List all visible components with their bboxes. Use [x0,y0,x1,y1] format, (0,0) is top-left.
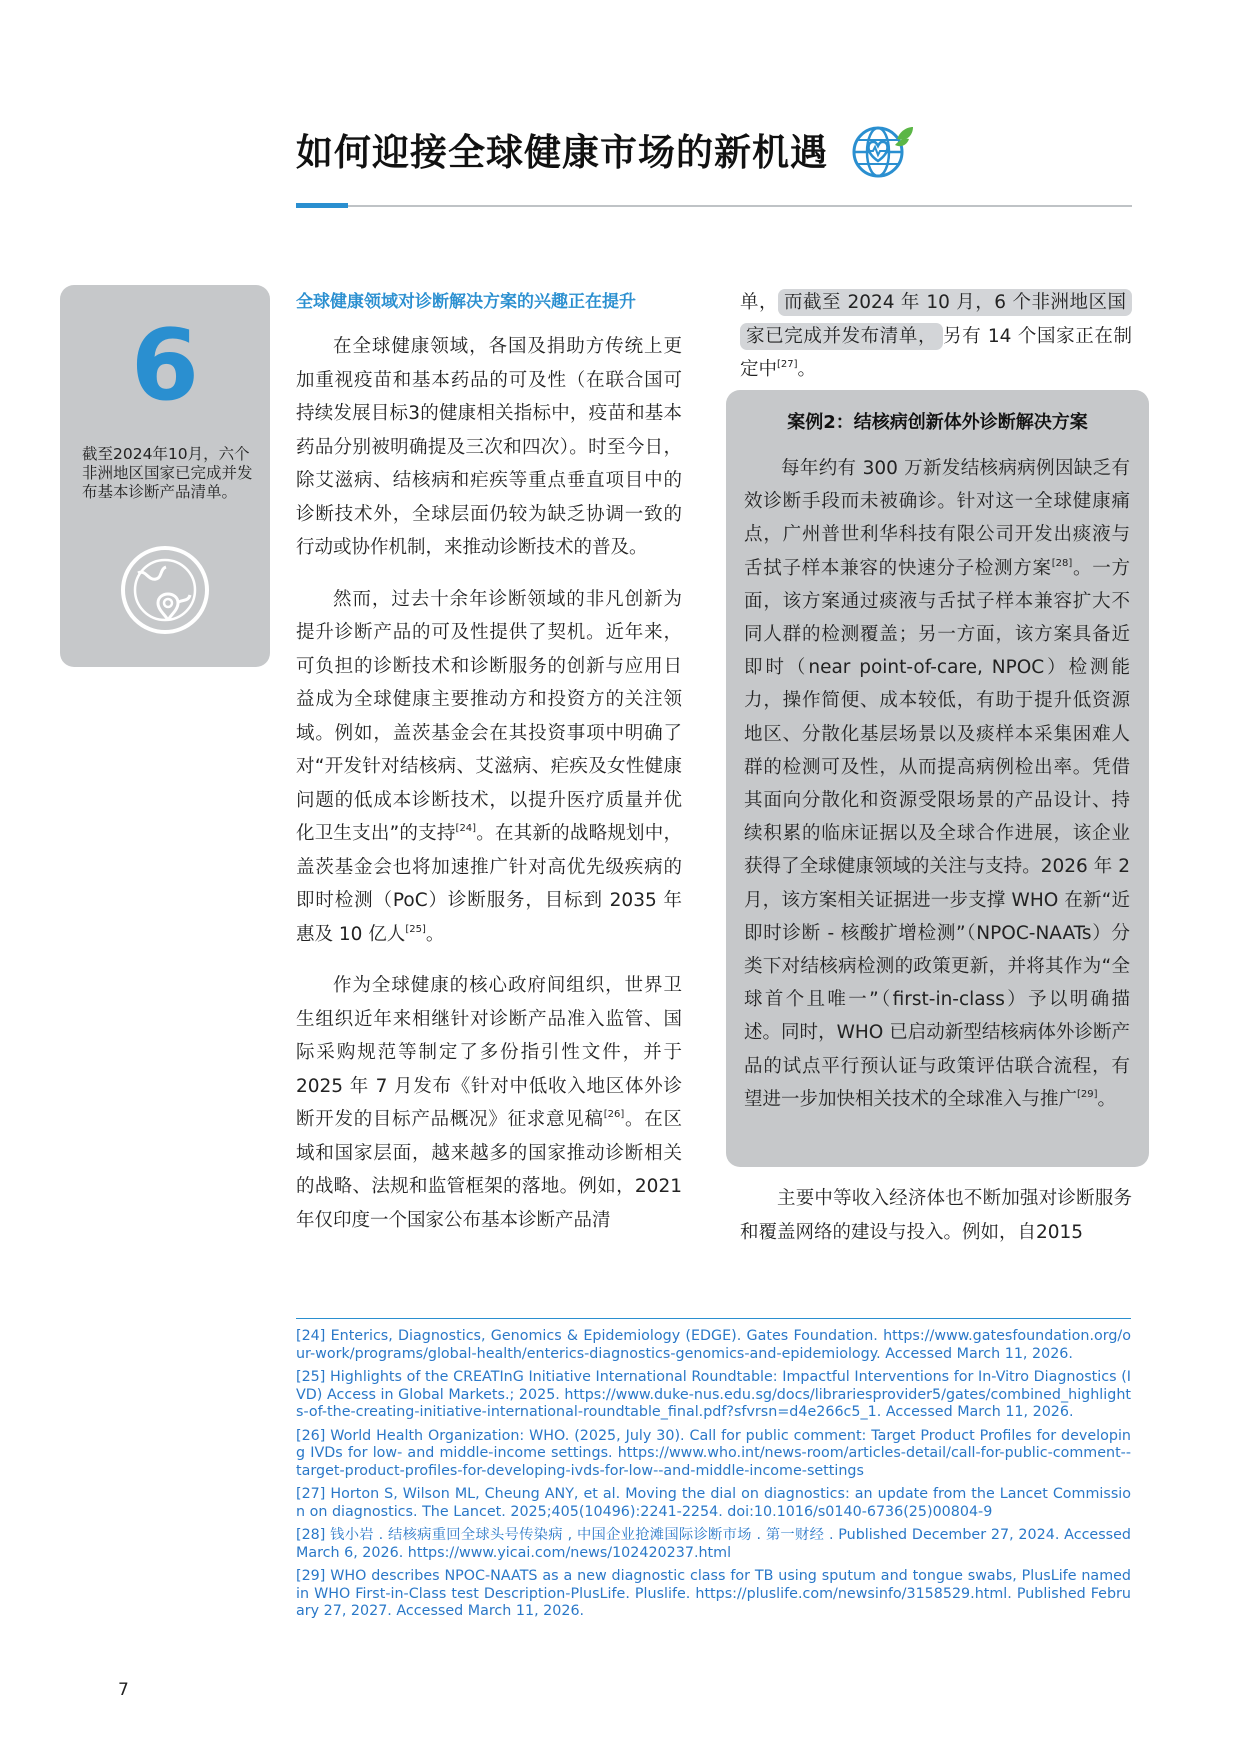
globe-location-icon [118,543,212,637]
footnote: [25] Highlights of the CREATInG Initiative International Roundtable: Impactful Interventions for In-Vitro Diagnostics (IVD) Access in Global Markets.; 2025. https://www.duke-nus.edu.sg/docs/librariesprovider5/gates/combined_highlights-of-the-creating-initiative-international-roundtable_final.pdf?sfvrsn=d4e266c5_1. Accessed March 11, 2026. [296,1369,1131,1420]
case-study-box [726,390,1149,1167]
header-divider [296,205,1132,207]
globe-heart-leaf-icon [845,117,915,183]
paragraph: 在全球健康领域，各国及捐助方传统上更加重视疫苗和基本药品的可及性（在联合国可持续发展目标3的健康相关指标中，疫苗和基本药品分别被明确提及三次和四次）。时至今日，除艾滋病、结核病和疟疾等重点垂直项目中的诊断技术外，全球层面仍较为缺乏协调一致的行动或协作机制，来推动诊断技术的普及。 [296,336,682,558]
right-column-top [740,286,1132,387]
citation: [24] [455,823,477,834]
footnote: [26] World Health Organization: WHO. (2025, July 30). Call for public comment: Target Product Profiles for developing IVDs for low- and middle-income settings. https://www.who.int/news-room/articles-detail/call-for-public-comment--target-product-profiles-for-developing-ivds-for-low--and-middle-income-settings [296,1427,1131,1479]
right-column-bottom [740,1182,1132,1249]
paragraph: 然而，过去十余年诊断领域的非凡创新为提升诊断产品的可及性提供了契机。近年来，可负担的诊断技术和诊断服务的创新与应用日益成为全球健康主要推动方和投资方的关注领域。例如，盖茨基金会在其投资事项中明确了对“开发针对结核病、艾滋病、疟疾及女性健康问题的低成本诊断技术，以提升医疗质量并优化卫生支出”的支持[24]。在其新的战略规划中，盖茨基金会也将加速推广针对高优先级疾病的即时检测（PoC）诊断服务，目标到 2035 年惠及 10 亿人[25]。 [296,588,682,945]
citation: [28] [1051,557,1073,569]
citation: [29] [1077,1088,1098,1100]
left-column [296,290,682,1237]
footnote: [29] WHO describes NPOC-NAATS as a new diagnostic class for TB using sputum and tongue swabs, PlusLife named in WHO First-in-Class test Description-PlusLife. Pluslife. https://pluslife.com/newsinfo/3158529.html. Published February 27, 2027. Accessed March 11, 2026. [296,1568,1131,1619]
footnotes [296,1328,1131,1627]
highlighted-text: 而截至 2024 年 10 月，6 个非洲地区国 [778,289,1132,316]
footnote: [27] Horton S, Wilson ML, Cheung ANY, et al. Moving the dial on diagnostics: an update from the Lancet Commission on diagnostics. The Lancet. 2025;405(10496):2241-2254. doi:10.1016/s0140-6736(25)00804-9 [296,1486,1131,1520]
page-title: 如何迎接全球健康市场的新机遇 [296,131,828,174]
footnote: [24] Enterics, Diagnostics, Genomics & Epidemiology (EDGE). Gates Foundation. https://www.gatesfoundation.org/our-work/programs/global-health/enterics-diagnostics-genomics-and-epidemiology. Accessed March 11, 2026. [296,1328,1131,1362]
header-accent-bar [296,203,348,208]
highlighted-text: 家已完成并发布清单， [740,323,943,350]
stat-box [60,285,270,667]
footnote: [28] 钱小岩 . 结核病重回全球头号传染病 , 中国企业抢滩国际诊断市场 . 第一财经 . Published December 27, 2024. Accessed March 6, 2026. https://www.yicai.com/news/102420237.html [296,1527,1131,1561]
stat-text: 截至2024年10月，六个非洲地区国家已完成并发布基本诊断产品清单。 [82,445,253,501]
footnote-divider [296,1318,1131,1319]
paragraph: 作为全球健康的核心政府间组织，世界卫生组织近年来相继针对诊断产品准入监管、国际采购规范等制定了多份指引性文件，并于 2025 年 7 月发布《针对中低收入地区体外诊断开发的目标产品概况》征求意见稿[26]。在区域和国家层面，越来越多的国家推动诊断相关的战略、法规和监管框架的落地。例如，2021 年仅印度一个国家公布基本诊断产品清 [296,975,682,1231]
stat-number: 6 [130,309,200,423]
citation: [25] [405,923,426,935]
section-subheading: 全球健康领域对诊断解决方案的兴趣正在提升 [296,292,636,312]
case-study-title: 案例2：结核病创新体外诊断解决方案 [787,412,1088,433]
citation: [27] [777,359,798,370]
case-study-body [744,452,1130,1116]
paragraph: 主要中等收入经济体也不断加强对诊断服务和覆盖网络的建设与投入。例如，自2015 [740,1188,1132,1243]
paragraph: 单， 而截至 2024 年 10 月，6 个非洲地区国家已完成并发布清单， 另有 14 个国家正在制定中[27]。 [740,286,1132,387]
page-number: 7 [118,1680,129,1700]
citation: [26] [603,1109,625,1120]
paragraph: 每年约有 300 万新发结核病病例因缺乏有效诊断手段而未被确诊。针对这一全球健康痛点，广州普世利华科技有限公司开发出痰液与舌拭子样本兼容的快速分子检测方案[28]。一方面，该方案通过痰液与舌拭子样本兼容扩大不同人群的检测覆盖；另一方面，该方案具备近即时（near point-of-care, NPOC）检测能力，操作简便、成本较低，有助于提升低资源地区、分散化基层场景以及痰样本采集困难人群的检测可及性，从而提高病例检出率。凭借其面向分散化和资源受限场景的产品设计、持续积累的临床证据以及全球合作进展，该企业获得了全球健康领域的关注与支持。2026 年 2 月，该方案相关证据进一步支撑 WHO 在新“近即时诊断 - 核酸扩增检测”（NPOC-NAATs）分类下对结核病检测的政策更新，并将其作为“全球首个且唯一”（first-in-class）予以明确描述。同时，WHO 已启动新型结核病体外诊断产品的试点平行预认证与政策评估联合流程，有望进一步加快相关技术的全球准入与推广[29]。 [744,458,1130,1110]
